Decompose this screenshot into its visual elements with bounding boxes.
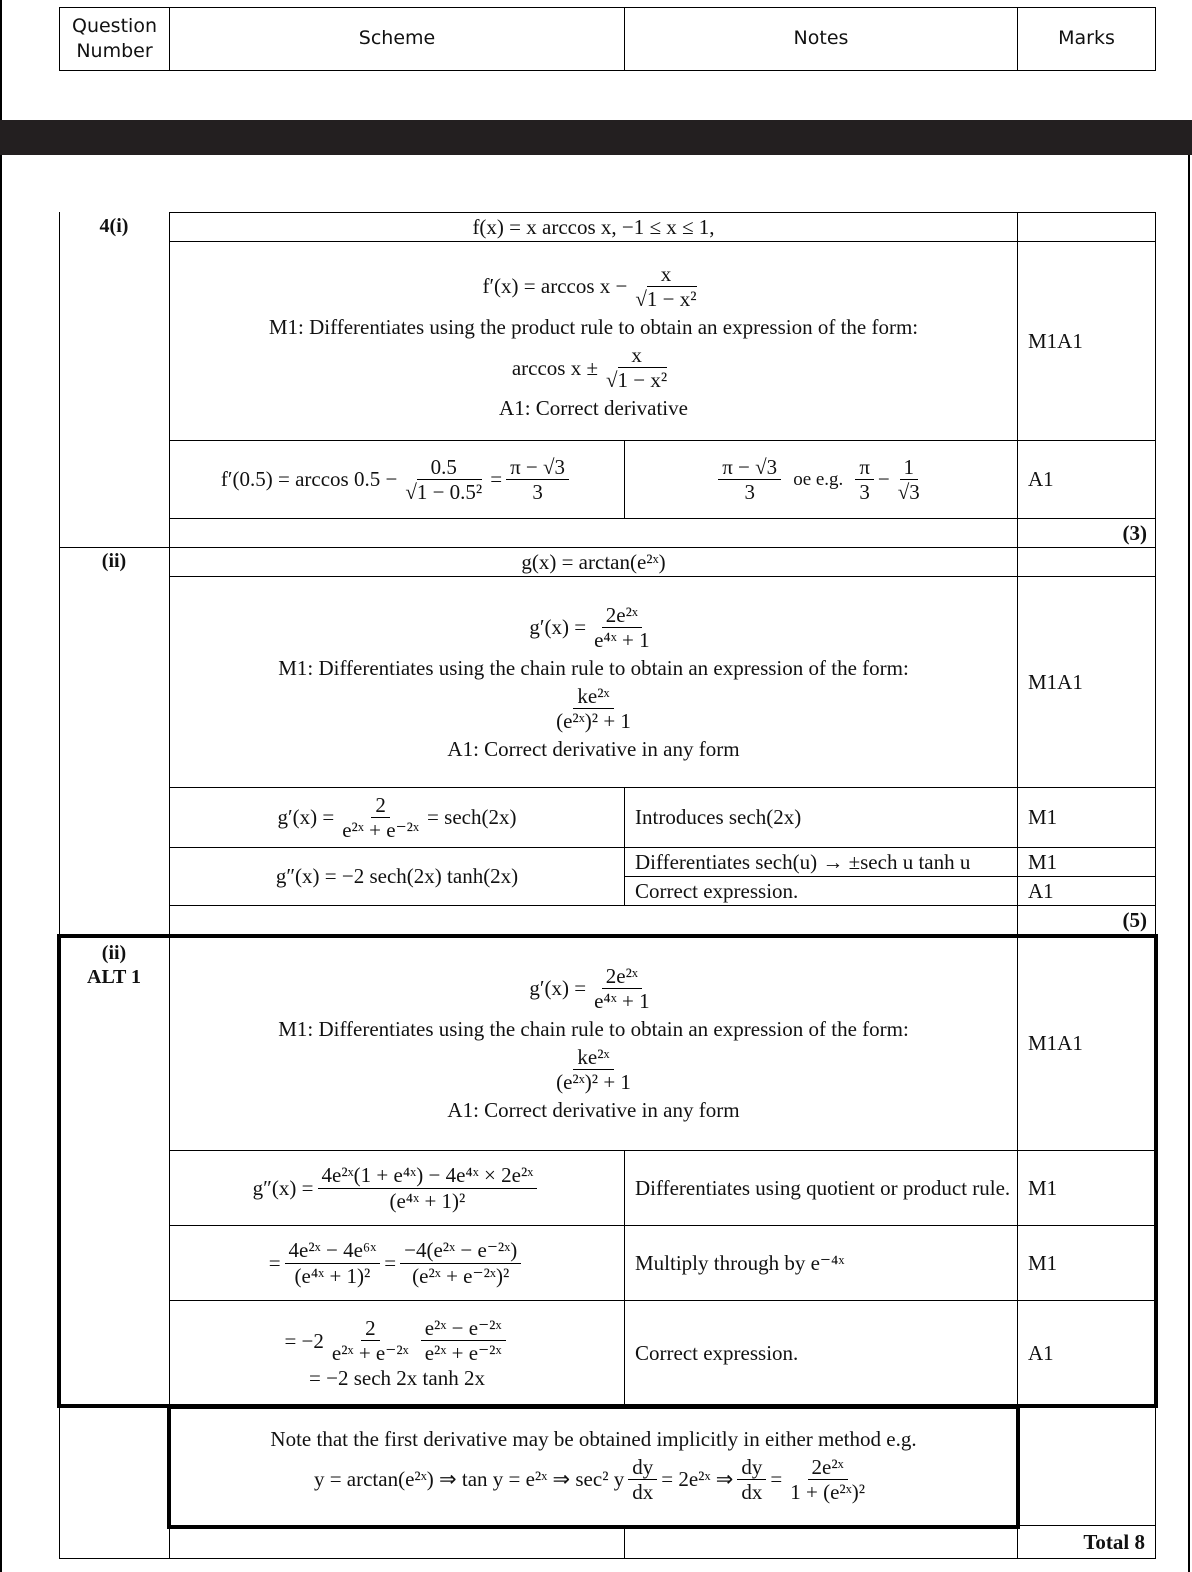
scheme-alt-step1 [169, 1150, 625, 1226]
simplify-expression [269, 1238, 526, 1287]
note: Correct expression. [635, 878, 799, 903]
a1-criterion: A1: Correct derivative [499, 396, 688, 421]
section-divider-bar [0, 120, 1192, 155]
lhs: g′(x) = [529, 615, 587, 640]
fraction [400, 1238, 521, 1287]
lhs: = −2 [284, 1328, 324, 1353]
numerator: 2 [361, 1316, 380, 1341]
derivative-expression [529, 964, 657, 1013]
denominator: dx [741, 1480, 763, 1505]
marks-subtotal-cell [1017, 518, 1156, 548]
denominator: e⁴ˣ + 1 [594, 627, 650, 652]
notes-cell [624, 876, 1018, 906]
mark: M1 [1028, 805, 1058, 830]
numerator: π − √3 [718, 455, 781, 480]
marks-cell [1017, 1300, 1156, 1406]
marks-cell [1017, 241, 1156, 441]
marks-cell [1017, 787, 1156, 848]
numerator: 2 [371, 793, 390, 818]
given-function: g(x) = arctan(e²ˣ) [521, 549, 666, 574]
fraction [506, 455, 569, 504]
marks-cell [1017, 440, 1156, 519]
numerator: 4e²ˣ(1 + e⁴ˣ) − 4e⁴ˣ × 2e²ˣ [318, 1163, 538, 1188]
a1-criterion: A1: Correct derivative in any form [447, 1098, 740, 1123]
lhs: g′(x) = [277, 805, 335, 830]
lhs: arccos x ± [511, 355, 598, 380]
page-left-border [0, 0, 2, 120]
derivative-expression [529, 603, 657, 652]
header-label: Question Number [72, 15, 157, 62]
marks-cell [1017, 1405, 1156, 1526]
implicit-expression [314, 1455, 873, 1504]
sqrt-sign: √ [635, 286, 647, 311]
denominator: e⁴ˣ + 1 [594, 988, 650, 1013]
scheme-blank [169, 905, 1018, 936]
minus: − [877, 467, 890, 492]
fraction [328, 1316, 413, 1365]
header-scheme [169, 7, 625, 71]
fraction [318, 1163, 538, 1212]
denominator: (e⁴ˣ + 1)² [294, 1263, 371, 1288]
numerator: e²ˣ − e⁻²ˣ [421, 1316, 506, 1341]
denominator: (e⁴ˣ + 1)² [389, 1188, 466, 1213]
quotient-expression [253, 1163, 542, 1212]
denominator: e²ˣ + e⁻²ˣ [342, 818, 420, 842]
fraction [552, 1045, 635, 1094]
denominator: e²ˣ + e⁻²ˣ [331, 1341, 409, 1366]
given-function: f(x) = x arccos x, −1 ≤ x ≤ 1, [472, 214, 715, 239]
subtotal: (3) [1122, 520, 1147, 545]
oe-label: oe e.g. [793, 468, 844, 490]
fraction [590, 964, 654, 1013]
marks-cell [1017, 847, 1156, 877]
sqrt-sign: √ [405, 480, 417, 504]
lhs: f′(0.5) = arccos 0.5 − [220, 467, 398, 492]
alt-part: (ii) [101, 942, 127, 964]
fraction [894, 455, 924, 504]
equals: = [770, 1467, 783, 1492]
marks-cell [1017, 212, 1156, 242]
total-marks: Total 8 [1083, 1529, 1145, 1554]
denominator: 3 [859, 480, 870, 504]
numerator: π [855, 455, 874, 480]
scheme-alt-derivative [169, 935, 1018, 1151]
denominator: (e²ˣ + e⁻²ˣ)² [412, 1263, 510, 1288]
numerator: π − √3 [506, 455, 569, 480]
numerator: 2e²ˣ [602, 603, 642, 628]
numerator: dy [628, 1455, 657, 1480]
denominator [631, 287, 700, 311]
header-label: Scheme [358, 27, 436, 50]
equals: = [490, 467, 503, 492]
numerator: x [657, 262, 676, 287]
numerator: 2e²ˣ [602, 964, 642, 989]
denominator [602, 368, 671, 392]
mark: M1A1 [1028, 328, 1083, 353]
sech-expression [278, 793, 517, 842]
notes-evaluate [624, 440, 1018, 519]
numerator: 4e²ˣ − 4e⁶ˣ [285, 1238, 381, 1263]
numerator: 0.5 [427, 455, 461, 480]
header-marks [1017, 7, 1156, 71]
fraction [628, 1455, 657, 1504]
total-marks-cell [1017, 1525, 1156, 1559]
m1-criterion: M1: Differentiates using the product rule to obtain an expression of the form: [268, 314, 919, 339]
notes-cell [624, 1150, 1018, 1226]
equals: = [268, 1250, 281, 1275]
notes-blank [624, 1525, 1018, 1559]
scheme-sech [169, 787, 625, 848]
denominator: 3 [532, 480, 543, 504]
form-expression [512, 343, 675, 392]
numerator: x [627, 343, 646, 368]
denominator: dx [632, 1480, 654, 1505]
numerator: 1 [900, 455, 919, 480]
notes-cell [624, 847, 1018, 877]
denominator: 1 + (e²ˣ)² [790, 1480, 866, 1505]
scheme-derivative-g [169, 576, 1018, 788]
note: Multiply through by e⁻⁴ˣ [635, 1250, 845, 1275]
denominator: √3 [897, 480, 920, 504]
fraction [552, 684, 635, 733]
fraction [855, 455, 874, 504]
scheme-alt-step2 [169, 1225, 625, 1301]
marks-cell [1017, 1150, 1156, 1226]
radicand: 1 − x² [646, 286, 697, 311]
equals: = [384, 1250, 397, 1275]
notes-cell [624, 1225, 1018, 1301]
marks-cell [1017, 547, 1156, 577]
numerator: 2e²ˣ [808, 1455, 848, 1480]
radicand: 1 − 0.5² [416, 480, 483, 504]
numerator: ke²ˣ [573, 1045, 613, 1070]
scheme-blank [169, 518, 1018, 548]
note: Differentiates sech(u) → ±sech u tanh u [635, 849, 971, 874]
scheme-blank [169, 1525, 625, 1559]
mid: = 2e²ˣ ⇒ [661, 1467, 734, 1492]
scheme-evaluate [169, 440, 625, 519]
m1-criterion: M1: Differentiates using the chain rule to obtain an expression of the form: [278, 655, 909, 680]
alt-name: ALT 1 [87, 966, 141, 988]
denominator [401, 480, 486, 504]
fraction [285, 1238, 381, 1287]
marks-cell [1017, 876, 1156, 906]
mark: M1 [1028, 1175, 1058, 1200]
note: Differentiates using quotient or product rule. [635, 1175, 1011, 1200]
numerator: dy [737, 1455, 766, 1480]
scheme-alt-step3 [169, 1300, 625, 1406]
question-label-alt1 [59, 941, 169, 989]
scheme-given-f [169, 212, 1018, 242]
radicand: 1 − x² [617, 368, 668, 393]
question-label-ii: (ii) [101, 550, 127, 572]
question-divider [59, 547, 169, 548]
mark: M1 [1028, 1250, 1058, 1275]
marks-cell [1017, 935, 1156, 1151]
evaluation-expression [221, 455, 573, 504]
lhs: g′(x) = [529, 976, 587, 1001]
scheme-implicit-note [169, 1405, 1018, 1526]
fraction [737, 1455, 766, 1504]
marks-cell [1017, 1225, 1156, 1301]
numerator: −4(e²ˣ − e⁻²ˣ) [400, 1238, 521, 1263]
m1-criterion: M1: Differentiates using the chain rule to obtain an expression of the form: [278, 1016, 909, 1041]
note-text: Note that the first derivative may be obtained implicitly in either method e.g. [270, 1426, 917, 1451]
denominator: e²ˣ + e⁻²ˣ [424, 1341, 502, 1366]
notes-sech [624, 787, 1018, 848]
second-derivative: g″(x) = −2 sech(2x) tanh(2x) [275, 864, 519, 889]
fraction [421, 1316, 506, 1365]
question-column [59, 212, 170, 1559]
final-expression: = −2 sech 2x tanh 2x [309, 1365, 485, 1390]
fraction [602, 343, 671, 392]
fraction [718, 455, 781, 504]
denominator: 3 [744, 480, 755, 504]
lhs: f′(x) = arccos x − [482, 274, 628, 299]
sech-tanh-expression [284, 1316, 509, 1365]
fraction [590, 603, 654, 652]
fraction [786, 1455, 869, 1504]
derivative-expression [482, 262, 704, 311]
fraction [631, 262, 700, 311]
header-notes [624, 7, 1018, 71]
note: Introduces sech(2x) [635, 805, 802, 830]
mark: A1 [1028, 1340, 1054, 1365]
subtotal: (5) [1122, 908, 1147, 933]
chain: y = arctan(e²ˣ) ⇒ tan y = e²ˣ ⇒ sec² y [313, 1467, 625, 1492]
question-label-4i: 4(i) [99, 215, 129, 237]
note: Correct expression. [635, 1340, 799, 1365]
mark: A1 [1028, 467, 1054, 492]
header-label: Marks [1058, 27, 1115, 50]
fraction [401, 455, 486, 504]
rhs: = sech(2x) [427, 805, 517, 830]
denominator: (e²ˣ)² + 1 [556, 1070, 631, 1095]
numerator: ke²ˣ [573, 684, 613, 709]
mark: M1A1 [1028, 1030, 1083, 1055]
form-expression [548, 1045, 639, 1094]
marks-subtotal-cell [1017, 905, 1156, 936]
sqrt-sign: √ [605, 368, 618, 393]
mark: A1 [1028, 878, 1054, 903]
note-expression [714, 455, 928, 504]
scheme-second-derivative [169, 847, 625, 906]
scheme-derivative-f [169, 241, 1018, 441]
fraction [338, 793, 423, 842]
notes-cell [624, 1300, 1018, 1406]
lhs: g″(x) = [252, 1175, 314, 1200]
marks-cell [1017, 576, 1156, 788]
denominator: (e²ˣ)² + 1 [556, 709, 631, 734]
scheme-given-g [169, 547, 1018, 577]
mark: M1 [1028, 849, 1058, 874]
form-expression [548, 684, 639, 733]
header-question-number [59, 7, 170, 71]
mark: M1A1 [1028, 669, 1083, 694]
a1-criterion: A1: Correct derivative in any form [447, 737, 740, 762]
header-label: Notes [793, 27, 849, 50]
